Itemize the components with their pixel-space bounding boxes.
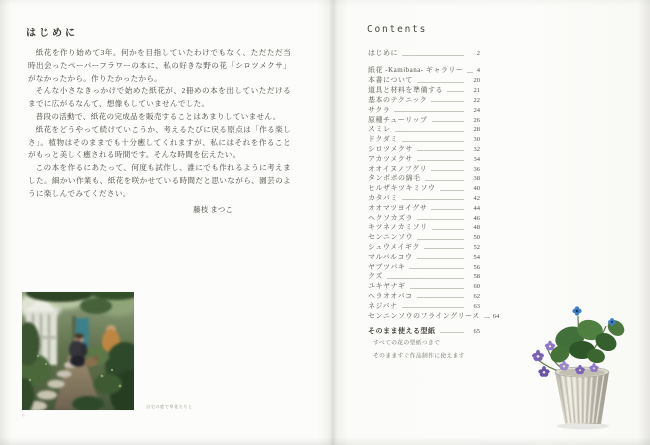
toc-item-label: キツネノカミソリ	[368, 223, 428, 232]
toc-leader-line	[440, 190, 465, 191]
toc-item-label: センニンソウのフライングリース	[368, 311, 480, 320]
toc-item-label: ドクダミ	[368, 135, 398, 144]
pot	[555, 367, 609, 424]
toc-item	[368, 107, 480, 114]
toc-leader-line	[387, 278, 464, 279]
toc-leader-line	[410, 288, 465, 289]
toc-item	[368, 283, 480, 290]
toc-item-page: 50	[473, 234, 480, 242]
photo-credit: ©	[22, 413, 25, 418]
toc-item	[368, 303, 480, 310]
toc-item-label: 本書について	[368, 76, 413, 85]
toc-item	[368, 146, 480, 153]
intro-paragraph: 紙花をどうやって続けていこうか、考えるたびに戻る原点は「作る楽しさ」。植物はそのままでも十分癒してくれますが、私にはそれを作ることがもっと美しく癒される時間です。そんな時間を伝えたい。	[28, 124, 291, 160]
intro-text-block	[28, 47, 291, 216]
toc-item-page: 34	[473, 155, 480, 163]
photo-caption: 自宅の庭で草花たちと	[146, 404, 193, 410]
toc-item	[368, 185, 480, 192]
toc-leader-line	[394, 111, 464, 112]
toc-item-label: ユキヤナギ	[368, 282, 406, 291]
toc-item-label: 道具と材料を準備する	[368, 85, 443, 94]
toc-item-label: カタバミ	[368, 193, 398, 202]
toc-item	[368, 205, 480, 212]
toc-item-page: 38	[473, 175, 480, 183]
toc-item	[368, 273, 480, 280]
toc-item-label: はじめに	[368, 49, 398, 57]
toc-item-page: 46	[473, 214, 480, 222]
toc-item-label: ヤブツバキ	[368, 262, 406, 271]
toc-leader-line	[467, 72, 473, 73]
toc-item	[368, 224, 480, 231]
toc-item	[368, 254, 480, 261]
toc-item-label: クズ	[368, 272, 383, 281]
toc-end-notes	[368, 338, 480, 360]
toc-item-label: 原種チューリップ	[368, 115, 428, 124]
toc-item-page: 42	[473, 194, 480, 202]
toc-item-page: 21	[473, 86, 480, 94]
toc-item	[368, 215, 480, 222]
violet-pot-photo	[528, 298, 643, 430]
toc-item-page: 4	[476, 67, 480, 74]
toc-leader-line	[484, 317, 490, 318]
toc-item-label: ネジバナ	[368, 301, 398, 310]
toc-item-page: 2	[476, 50, 480, 57]
toc-leader-line	[417, 297, 464, 298]
toc-leader-line	[417, 219, 464, 220]
toc-item-page: 58	[473, 273, 480, 281]
toc-leader-line	[417, 160, 464, 161]
contents-heading: Contents	[367, 24, 428, 35]
toc-item-page: 65	[473, 327, 480, 335]
toc-item-page: 40	[473, 185, 480, 193]
toc-item-label: ヘクソカズラ	[368, 213, 413, 222]
book-gutter	[318, 0, 348, 445]
toc-leader-line	[425, 180, 465, 181]
table-of-contents	[368, 49, 500, 360]
toc-item-label: スミレ	[368, 125, 391, 134]
toc-item	[368, 244, 480, 251]
toc-leader-line	[417, 150, 464, 151]
toc-leader-line	[424, 248, 464, 249]
toc-leader-line	[447, 91, 464, 92]
toc-item	[368, 311, 500, 320]
toc-item-label: 紙花 -Kamibana- ギャラリー	[368, 66, 464, 74]
intro-paragraph: 紙花を作り始めて3年。何かを目指していたわけでもなく、ただただ当時出会ったペーパーフラワーの本に、私の好きな野の花「シロツメクサ」がなかったから。作りたかったから。	[28, 48, 291, 83]
toc-item	[368, 166, 480, 173]
toc-item-page: 64	[492, 312, 500, 320]
garden-photo	[22, 292, 134, 410]
toc-item-label: マルバルコウ	[368, 252, 413, 261]
toc-leader-line	[395, 131, 465, 132]
intro-paragraph: 普段の活動で、紙花の完成品を販売することはあまりしていません。	[35, 111, 281, 121]
toc-leader-line	[432, 121, 464, 122]
toc-item-label: ヘラオオバコ	[368, 291, 413, 300]
toc-leader-line	[402, 199, 464, 200]
toc-item	[368, 136, 480, 143]
toc-item-page: 63	[473, 302, 480, 310]
intro-heading: はじめに	[26, 28, 78, 39]
toc-item-label: サクラ	[368, 105, 391, 114]
toc-item-page: 36	[473, 165, 480, 173]
toc-item-label: アカツメクサ	[368, 154, 413, 163]
violet-leaves	[547, 317, 627, 366]
right-page	[333, 0, 650, 445]
toc-item-page: 44	[473, 204, 480, 212]
toc-item-label: ヒルザキツキミソウ	[368, 184, 436, 193]
toc-leader-line	[431, 209, 464, 210]
toc-item	[368, 234, 480, 241]
toc-item	[368, 126, 480, 133]
intro-paragraph: そんな小さなきっかけで始めた紙花が、2冊めの本を出していただけるまでに広がるなんて、想像もしていませんでした。	[28, 86, 291, 109]
toc-item-label: センニンソウ	[368, 233, 413, 242]
toc-item-page: 22	[473, 96, 480, 104]
toc-item	[368, 175, 480, 182]
toc-item-label: オオイヌノフグリ	[368, 164, 428, 173]
toc-item-page: 52	[473, 243, 480, 251]
toc-item	[368, 328, 480, 335]
toc-leader-line	[432, 229, 464, 230]
toc-item	[368, 195, 480, 202]
toc-leader-line	[402, 141, 464, 142]
intro-paragraph: この本を作るにあたって、何度も試作し、誰にでも作れるように考えました。細かい作業も、紙花を咲かせている時間だと思いながら、園芸のように楽しんでみてください。	[28, 163, 291, 198]
toc-item	[368, 50, 480, 57]
toc-leader-line	[431, 101, 464, 102]
toc-item-page: 32	[473, 145, 480, 153]
toc-item-page: 54	[473, 253, 480, 261]
toc-leader-line	[417, 258, 464, 259]
toc-end-note: そのまますぐ作品制作に使えます	[373, 351, 465, 359]
toc-item-page: 60	[473, 283, 480, 291]
toc-item	[368, 264, 480, 271]
toc-leader-line	[409, 268, 464, 269]
toc-leader-line	[402, 307, 464, 308]
toc-item-label: シュウメイギク	[368, 242, 421, 251]
toc-leader-line	[417, 82, 464, 83]
toc-item-label: そのまま使える型紙	[368, 326, 436, 335]
toc-item	[368, 117, 480, 124]
toc-item	[368, 97, 480, 104]
toc-leader-line	[431, 170, 464, 171]
toc-leader-line	[417, 239, 464, 240]
author-signature: 藤枝 まつこ	[193, 204, 233, 214]
toc-item	[368, 77, 480, 84]
toc-item-label: オオマツヨイグサ	[368, 203, 428, 212]
toc-item	[368, 87, 480, 94]
toc-item-label: シロツメクサ	[368, 144, 413, 153]
toc-item-page: 26	[473, 116, 480, 124]
toc-item-page: 30	[473, 136, 480, 144]
toc-leader-line	[440, 332, 465, 333]
toc-item-page: 56	[473, 263, 480, 271]
toc-item	[368, 67, 480, 74]
toc-end-note: すべての花の型紙つきで	[373, 338, 441, 346]
toc-item	[368, 156, 480, 163]
toc-item-page: 28	[473, 126, 480, 134]
toc-item	[368, 293, 480, 300]
toc-item-page: 20	[473, 77, 480, 85]
toc-item-label: タンポポの綿毛	[368, 174, 421, 183]
toc-item-page: 62	[473, 292, 480, 300]
toc-item-page: 24	[473, 106, 480, 114]
toc-item-page: 48	[473, 224, 480, 232]
toc-item-label: 基本のテクニック	[368, 95, 428, 104]
toc-leader-line	[402, 55, 464, 56]
